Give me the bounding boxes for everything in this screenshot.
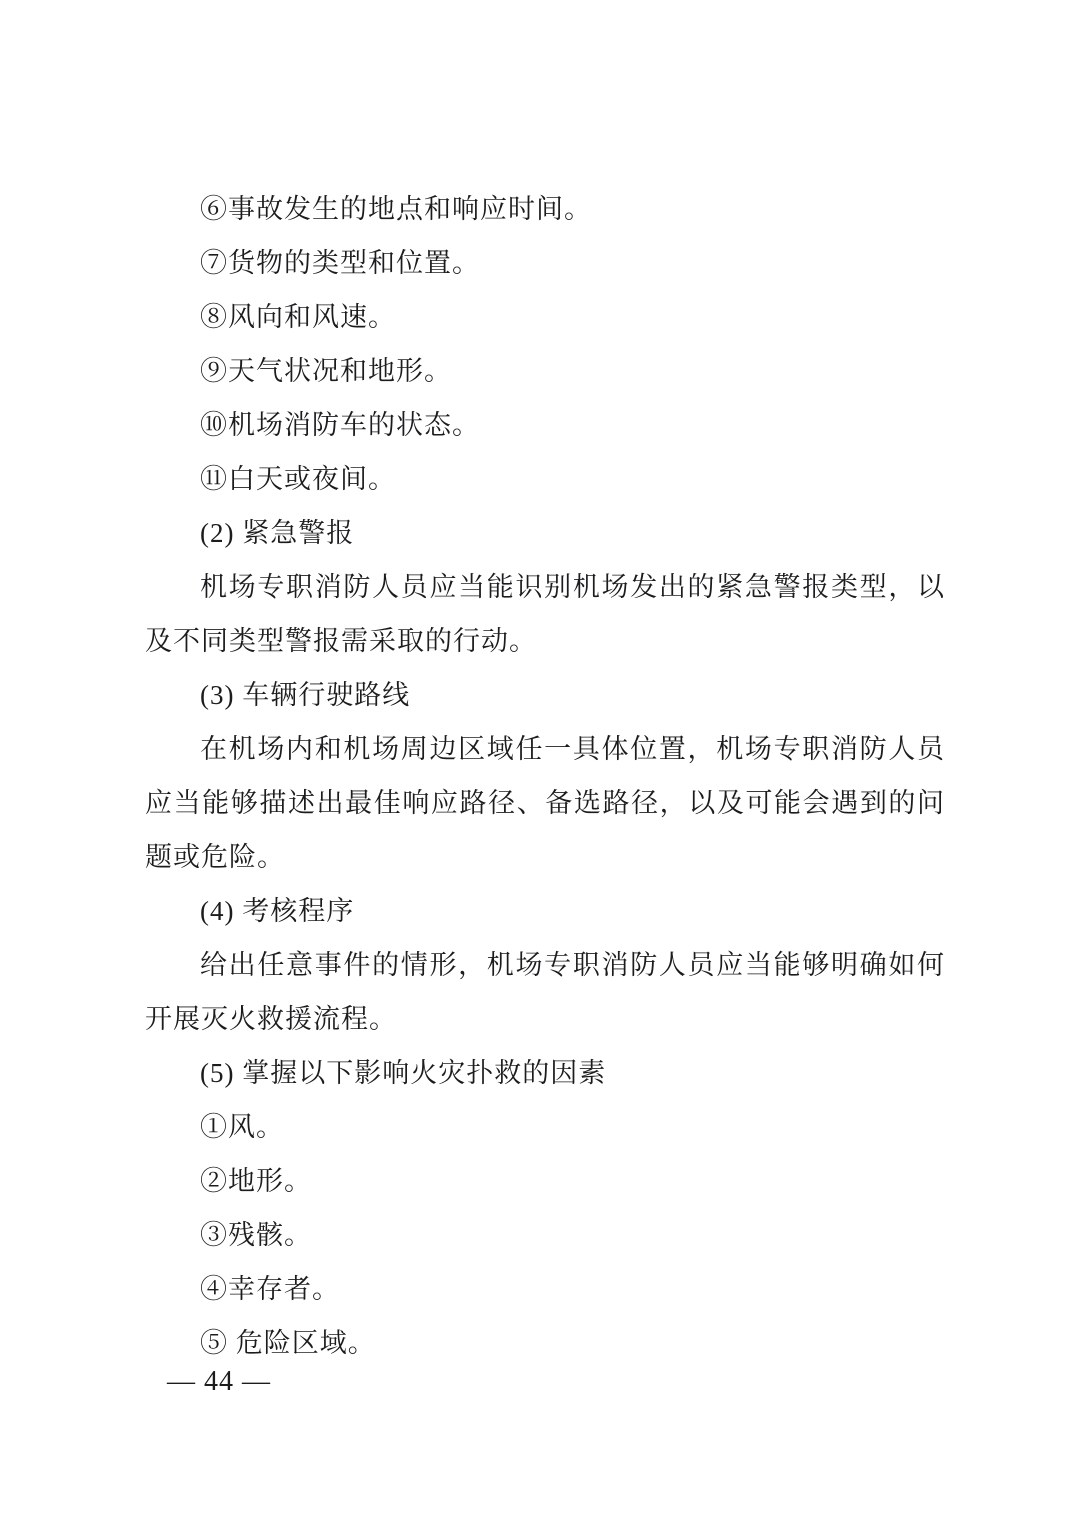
section-heading-4: (4) 考核程序 — [200, 896, 355, 926]
paragraph-line: 机场专职消防人员应当能识别机场发出的紧急警报类型，以 — [200, 572, 945, 602]
list-item-circled-5: ⑤ 危险区域。 — [200, 1328, 376, 1358]
page-body — [145, 182, 945, 1370]
list-item-circled-2: ②地形。 — [200, 1166, 312, 1196]
section-heading-3: (3) 车辆行驶路线 — [200, 680, 411, 710]
paragraph-line: 题或危险。 — [145, 842, 285, 872]
page-number: — 44 — — [167, 1366, 271, 1397]
list-item-circled-3: ③残骸。 — [200, 1220, 312, 1250]
paragraph-line: 及不同类型警报需采取的行动。 — [145, 626, 537, 656]
list-item-circled-7: ⑦货物的类型和位置。 — [200, 248, 480, 278]
paragraph-line: 应当能够描述出最佳响应路径、备选路径，以及可能会遇到的问 — [145, 788, 945, 818]
list-item-circled-10: ⑩机场消防车的状态。 — [200, 410, 480, 440]
list-item-circled-4: ④幸存者。 — [200, 1274, 340, 1304]
section-heading-5: (5) 掌握以下影响火灾扑救的因素 — [200, 1058, 607, 1088]
list-item-circled-9: ⑨天气状况和地形。 — [200, 356, 452, 386]
paragraph-line: 给出任意事件的情形，机场专职消防人员应当能够明确如何 — [200, 950, 945, 980]
list-item-circled-6: ⑥事故发生的地点和响应时间。 — [200, 194, 592, 224]
paragraph-line: 在机场内和机场周边区域任一具体位置，机场专职消防人员 — [200, 734, 945, 764]
paragraph-line: 开展灭火救援流程。 — [145, 1004, 397, 1034]
section-heading-2: (2) 紧急警报 — [200, 518, 355, 548]
list-item-circled-8: ⑧风向和风速。 — [200, 302, 396, 332]
list-item-circled-11: ⑪白天或夜间。 — [200, 464, 396, 494]
list-item-circled-1: ①风。 — [200, 1112, 284, 1142]
